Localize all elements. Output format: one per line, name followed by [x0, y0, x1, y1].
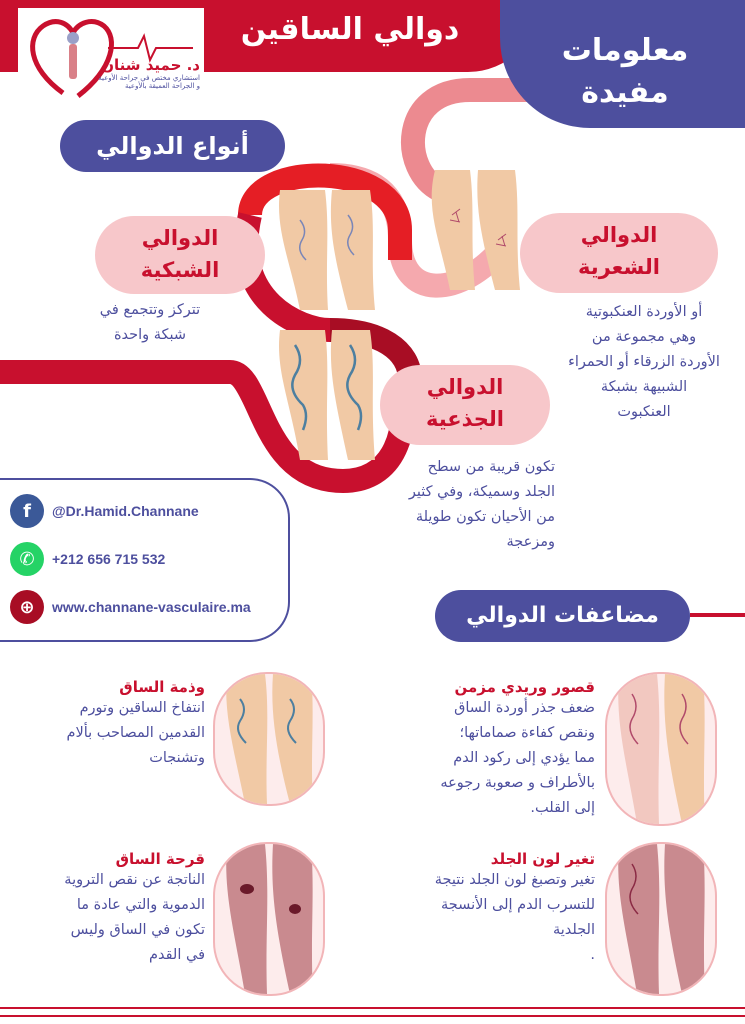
leg-edema-description: انتفاخ الساقين وتورم القدمين المصاحب بألام وتشنجات — [66, 700, 205, 766]
trunk-veins-legs-image — [270, 330, 390, 460]
leg-ulcer-title: قرحة الساق — [115, 850, 205, 868]
whatsapp-number[interactable]: +212 656 715 532 — [52, 551, 166, 567]
leg-ulcer-image — [213, 842, 325, 996]
leg-edema-title: وذمة الساق — [119, 678, 205, 696]
doctor-name: د. حميد شنان — [101, 56, 200, 74]
types-heading: أنواع الدوالي — [60, 120, 285, 172]
facebook-row[interactable] — [10, 494, 199, 528]
reticular-veins-label: الدوالي الشبكية — [95, 216, 265, 294]
website-url[interactable]: www.channane-vasculaire.ma — [52, 599, 251, 615]
reticular-veins-description: تتركز وتتجمع في شبكة واحدة — [99, 302, 201, 343]
facebook-handle[interactable]: @Dr.Hamid.Channane — [52, 503, 199, 519]
doctor-subtitle-2: و الجراحة العميقة بالأوعية — [125, 82, 200, 90]
info-title: معلومات مفيدة — [561, 33, 689, 110]
reticular-veins-legs-image — [270, 190, 390, 310]
leg-ulcer-description: الناتجة عن نقص التروية الدموية والتي عادة ما تكون في الساق وليس في القدم — [64, 872, 205, 963]
hair-veins-label: الدوالي الشعرية — [520, 213, 718, 293]
whatsapp-icon: ✆ — [10, 542, 44, 576]
logo — [18, 8, 204, 104]
website-row[interactable] — [10, 590, 251, 624]
leg-edema-image — [213, 672, 325, 806]
doctor-subtitle-1: استشاري مختص في جراحة الأوعية — [98, 74, 200, 82]
page-title: دوالي الساقين — [240, 12, 460, 47]
skin-discoloration-image — [605, 842, 717, 996]
whatsapp-row[interactable] — [10, 542, 165, 576]
trunk-veins-label: الدوالي الجذعية — [380, 365, 550, 445]
skin-discoloration-description: تغير وتصبغ لون الجلد نتيجة للتسرب الدم إلى الأنسجة الجلدية . — [434, 872, 595, 963]
facebook-icon: f — [10, 494, 44, 528]
hair-veins-description: أو الأوردة العنكبوتية وهي مجموعة من الأوردة الزرقاء أو الحمراء الشبيهة بشبكة العنكبوت — [568, 304, 720, 420]
chronic-insufficiency-title: قصور وريدي مزمن — [454, 678, 595, 696]
chronic-insufficiency-description: ضعف جذر أوردة الساق ونقص كفاءة صماماتها؛ مما يؤدي إلى ركود الدم بالأطراف و صعوبة رجوعه إلى القلب. — [440, 700, 595, 816]
chronic-insufficiency-image — [605, 672, 717, 826]
trunk-veins-description: تكون قريبة من سطح الجلد وسميكة، وفي كثير من الأحيان تكون طويلة ومزعجة — [408, 459, 555, 550]
hair-veins-legs-image — [420, 170, 530, 295]
globe-icon: ⊕ — [10, 590, 44, 624]
complications-heading: مضاعفات الدوالي — [435, 590, 690, 642]
skin-discoloration-title: تغير لون الجلد — [490, 850, 595, 868]
